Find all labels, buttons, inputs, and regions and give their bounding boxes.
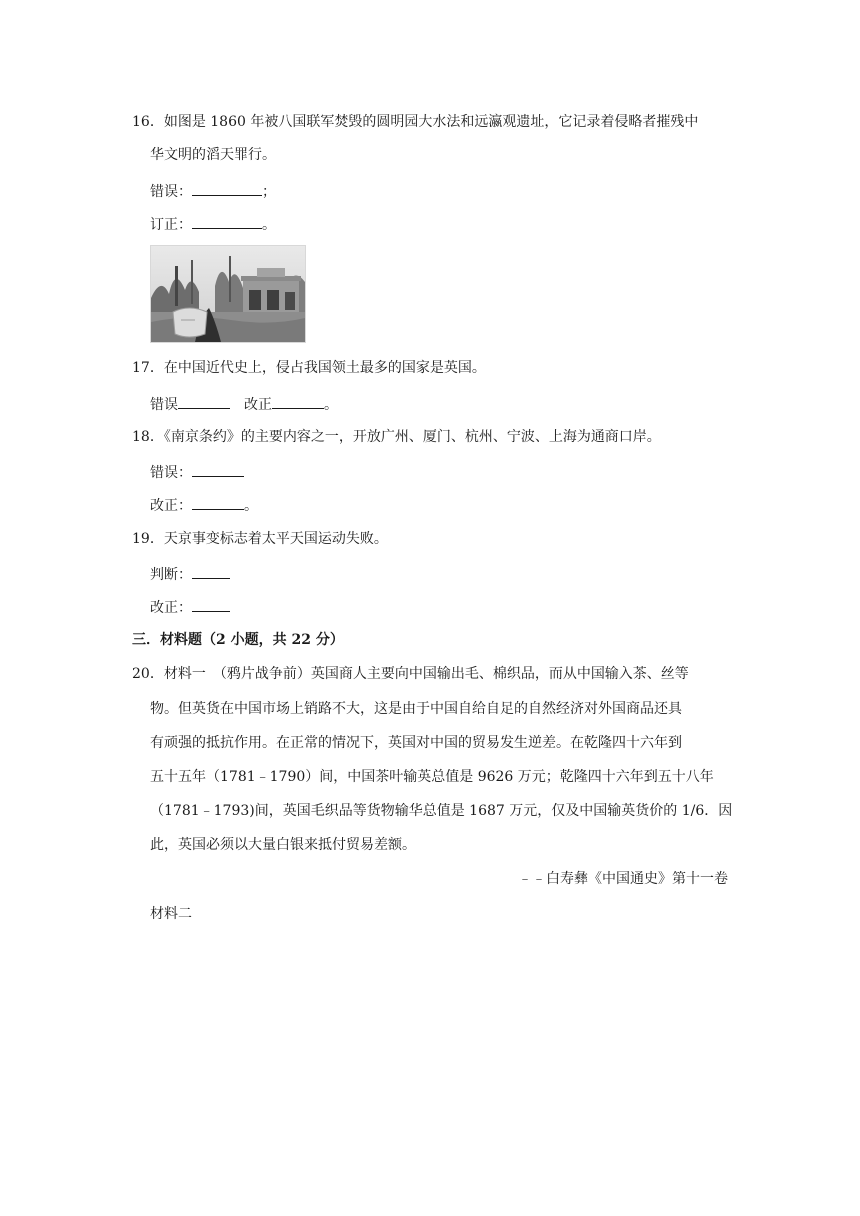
q19-judge-label: 判断：: [150, 567, 192, 583]
q19-judge-row: [150, 564, 230, 585]
q16-fix-label: 订正：: [150, 217, 192, 233]
q18-fix-blank[interactable]: [192, 495, 244, 510]
q20-material2-label: 材料二: [150, 906, 192, 922]
q17-answer-row: [150, 394, 338, 415]
q18-error-blank[interactable]: [192, 462, 244, 477]
yuanmingyuan-ruins-photo: [150, 245, 306, 343]
q20-line6: 此，英国必须以大量白银来抵付贸易差额。: [150, 837, 416, 853]
q16-stem-line1: 16．如图是 1860 年被八国联军焚毁的圆明园大水法和远瀛观遗址，它记录着侵略者摧残中: [132, 114, 699, 130]
q17-end: 。: [324, 397, 338, 413]
q20-line5: （1781﹣1793)间，英国毛织品等货物输华总值是 1687 万元，仅及中国输英货价的 1/6．因: [150, 803, 733, 819]
q18-fix-row: [150, 495, 258, 516]
q17-stem: 17．在中国近代史上，侵占我国领土最多的国家是英国。: [132, 360, 486, 376]
q17-fix-blank[interactable]: [272, 394, 324, 409]
q20-line2: 物。但英货在中国市场上销路不大，这是由于中国自给自足的自然经济对外国商品还具: [150, 701, 682, 717]
q16-error-label: 错误：: [150, 184, 192, 200]
q17-fix-label: 改正: [244, 397, 272, 413]
q16-error-blank[interactable]: [192, 181, 262, 196]
q20-source-citation: ﹣﹣白寿彝《中国通史》第十一卷: [518, 871, 728, 887]
q20-line3: 有顽强的抵抗作用。在正常的情况下，英国对中国的贸易发生逆差。在乾隆四十六年到: [150, 735, 682, 751]
q16-error-end: ；: [262, 184, 276, 200]
q19-fix-blank[interactable]: [192, 597, 230, 612]
q19-judge-blank[interactable]: [192, 564, 230, 579]
q18-error-label: 错误：: [150, 465, 192, 481]
q16-error-row: [150, 181, 276, 202]
q18-fix-end: 。: [244, 498, 258, 514]
q20-line1: 20．材料一 （鸦片战争前）英国商人主要向中国输出毛、棉织品，而从中国输入茶、丝等: [132, 666, 689, 682]
q20-line4: 五十五年（1781﹣1790）间，中国茶叶输英总值是 9626 万元；乾隆四十六年到五十八年: [150, 769, 714, 785]
q18-fix-label: 改正：: [150, 498, 192, 514]
q17-error-blank[interactable]: [178, 394, 230, 409]
q16-fix-row: [150, 214, 276, 235]
q17-error-label: 错误: [150, 397, 178, 413]
q18-stem: 18．《南京条约》的主要内容之一，开放广州、厦门、杭州、宁波、上海为通商口岸。: [132, 429, 661, 445]
q18-error-row: [150, 462, 244, 483]
q19-stem: 19．天京事变标志着太平天国运动失败。: [132, 531, 388, 547]
section-3-title: 三．材料题（2 小题，共 22 分）: [132, 632, 344, 648]
q16-stem-line2: 华文明的滔天罪行。: [150, 147, 276, 163]
q19-fix-row: [150, 597, 230, 618]
q16-fix-end: 。: [262, 217, 276, 233]
q19-fix-label: 改正：: [150, 600, 192, 616]
q16-fix-blank[interactable]: [192, 214, 262, 229]
